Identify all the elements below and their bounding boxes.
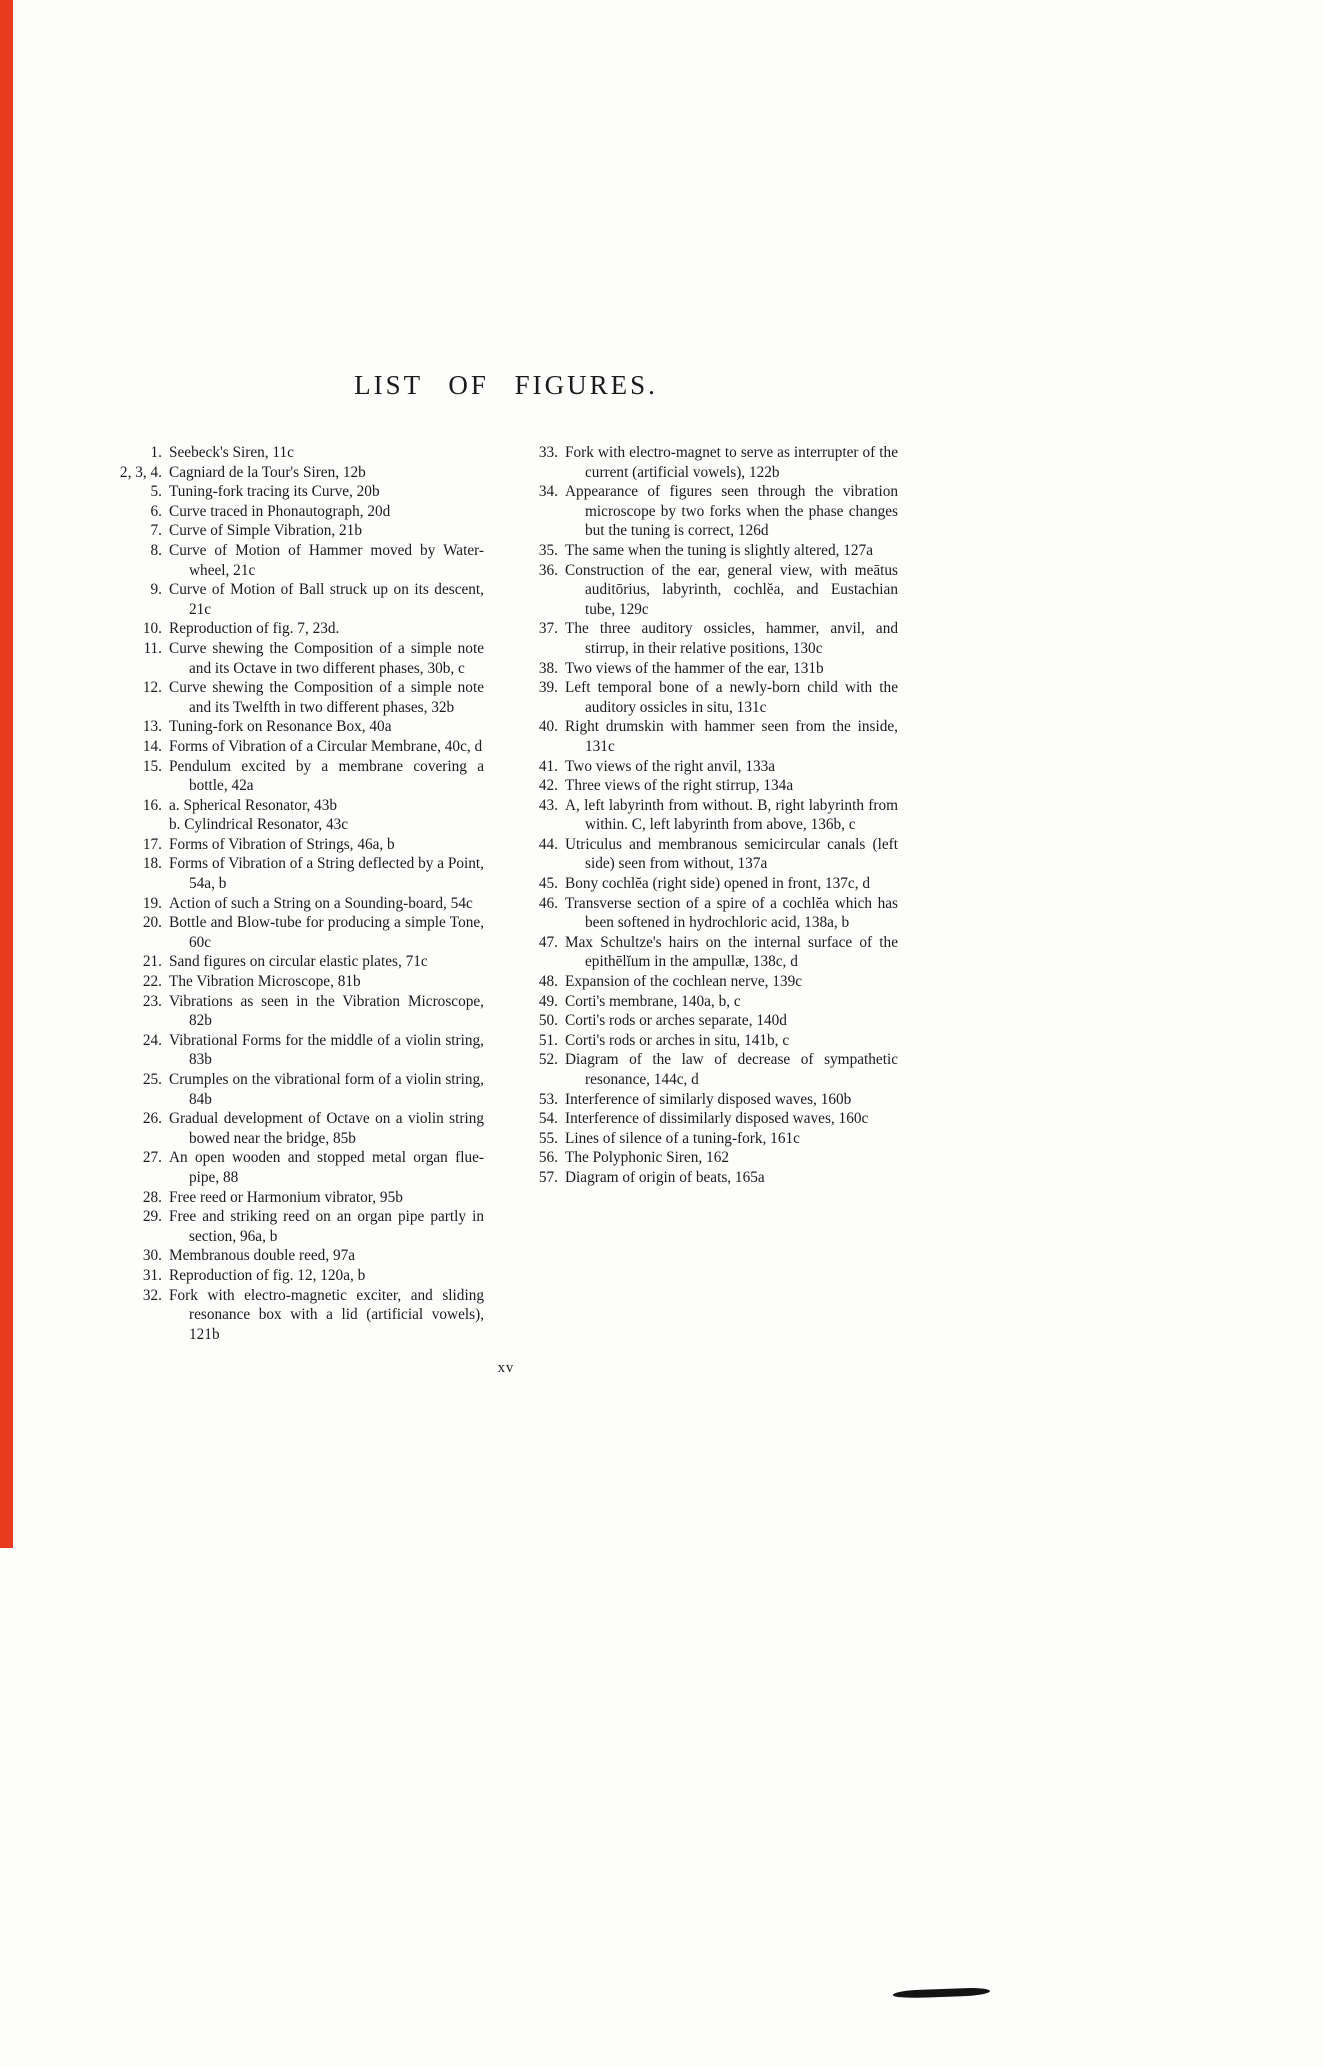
figure-number: 55. bbox=[538, 1129, 558, 1147]
figure-number: 54. bbox=[538, 1110, 558, 1128]
figure-entry bbox=[112, 854, 484, 893]
figure-number: 37. bbox=[538, 620, 558, 638]
figure-entry bbox=[112, 1188, 484, 1208]
figure-text: Fork with electro-magnetic exciter, and sliding resonance box with a lid (artificial vowels), 121b bbox=[169, 1286, 484, 1343]
figure-text: The Polyphonic Siren, 162 bbox=[565, 1149, 730, 1167]
figure-text: Two views of the right anvil, 133a bbox=[565, 757, 776, 775]
figure-text: Gradual development of Octave on a violin string bowed near the bridge, 85b bbox=[169, 1110, 484, 1147]
figure-entry bbox=[112, 757, 484, 796]
figure-text: Two views of the hammer of the ear, 131b bbox=[565, 659, 824, 677]
figure-number: 18. bbox=[142, 855, 162, 873]
figure-text: The three auditory ossicles, hammer, anvil, and stirrup, in their relative positions, 130c bbox=[565, 620, 898, 657]
figure-text: Right drumskin with hammer seen from the inside, 131c bbox=[565, 718, 898, 755]
figure-text: Cagniard de la Tour's Siren, 12b bbox=[169, 463, 366, 481]
figure-number: 5. bbox=[150, 483, 162, 501]
figure-text: Three views of the right stirrup, 134a bbox=[565, 777, 794, 795]
figure-entry bbox=[112, 1207, 484, 1246]
figure-number: 16. bbox=[142, 796, 162, 814]
figure-entry bbox=[508, 796, 898, 835]
figure-text: Vibrations as seen in the Vibration Microscope, 82b bbox=[169, 992, 484, 1030]
figure-entry bbox=[508, 1148, 898, 1168]
figure-entry bbox=[508, 541, 898, 561]
figure-number: 43. bbox=[538, 796, 558, 814]
figure-entry bbox=[508, 1168, 898, 1188]
figure-entry bbox=[112, 639, 484, 678]
figure-number: 32. bbox=[142, 1286, 162, 1304]
figure-text: Fork with electro-magnet to serve as interrupter of the current (artificial vowels), 122b bbox=[565, 444, 898, 481]
figure-number: 33. bbox=[538, 444, 558, 461]
figure-number: 14. bbox=[142, 737, 162, 755]
figure-number: 44. bbox=[538, 835, 558, 853]
figure-entry bbox=[508, 443, 898, 482]
page-content bbox=[112, 370, 900, 1377]
figure-number: 13. bbox=[142, 718, 162, 736]
figure-text: The same when the tuning is slightly altered, 127a bbox=[565, 541, 873, 559]
figure-number: 27. bbox=[142, 1149, 162, 1167]
figure-text: Max Schultze's hairs on the internal surface of the epithēlĭum in the ampullæ, 138c, d bbox=[565, 933, 898, 971]
figure-number: 49. bbox=[538, 992, 558, 1010]
figure-text: Forms of Vibration of a String deflected by a Point, 54a, b bbox=[169, 855, 484, 893]
figure-text: Free reed or Harmonium vibrator, 95b bbox=[169, 1188, 403, 1206]
figure-text: Curve of Motion of Ball struck up on its descent, 21c bbox=[169, 581, 484, 618]
figure-entry bbox=[508, 1090, 898, 1110]
figure-entry bbox=[508, 1050, 898, 1089]
figure-number: 28. bbox=[142, 1188, 162, 1206]
figure-columns bbox=[112, 443, 900, 1344]
figure-number: 31. bbox=[142, 1266, 162, 1284]
figure-number: 35. bbox=[538, 541, 558, 559]
figure-entry bbox=[112, 894, 484, 914]
figure-entry bbox=[112, 1246, 484, 1266]
figure-number: 52. bbox=[538, 1051, 558, 1069]
figure-text: An open wooden and stopped metal organ flue-pipe, 88 bbox=[169, 1149, 484, 1186]
figure-entry bbox=[508, 659, 898, 679]
figure-entry bbox=[508, 757, 898, 777]
figure-entry bbox=[508, 561, 898, 620]
figure-number: 2, 3, 4. bbox=[119, 463, 162, 481]
figure-text: Corti's membrane, 140a, b, c bbox=[565, 992, 741, 1010]
figure-entry bbox=[112, 737, 484, 757]
figure-text: Tuning-fork tracing its Curve, 20b bbox=[169, 483, 380, 501]
figure-text: Sand figures on circular elastic plates, 71c bbox=[169, 953, 428, 971]
figure-text: Diagram of the law of decrease of sympathetic resonance, 144c, d bbox=[565, 1051, 898, 1088]
figure-number: 29. bbox=[142, 1208, 162, 1226]
figure-number: 56. bbox=[538, 1149, 558, 1167]
figure-entry bbox=[508, 1109, 898, 1129]
figure-text: Crumples on the vibrational form of a violin string, 84b bbox=[169, 1071, 484, 1108]
figure-text: Vibrational Forms for the middle of a violin string, 83b bbox=[169, 1031, 484, 1069]
figure-text: Bottle and Blow-tube for producing a simple Tone, 60c bbox=[169, 914, 484, 951]
figure-number: 1. bbox=[150, 444, 162, 461]
figure-entry bbox=[112, 952, 484, 972]
figure-entry bbox=[112, 972, 484, 992]
figure-entry bbox=[508, 972, 898, 992]
figure-number: 11. bbox=[143, 639, 162, 657]
figure-number: 7. bbox=[150, 522, 162, 540]
figure-text: Forms of Vibration of Strings, 46a, b bbox=[169, 835, 395, 853]
figure-entry bbox=[508, 678, 898, 717]
figure-text: Construction of the ear, general view, with meātus auditōrius, labyrinth, cochlĕa, and Eustachian tube, 129c bbox=[565, 561, 898, 618]
figure-number: 19. bbox=[142, 894, 162, 912]
figure-number: 53. bbox=[538, 1090, 558, 1108]
figure-number: 24. bbox=[142, 1031, 162, 1049]
figure-number: 21. bbox=[142, 953, 162, 971]
figure-text: Lines of silence of a tuning-fork, 161c bbox=[565, 1129, 800, 1147]
figure-number: 38. bbox=[538, 659, 558, 677]
figure-number bbox=[112, 815, 162, 835]
figure-text: Appearance of figures seen through the vibration microscope by two forks when the phase changes but the tuning is correct, 126d bbox=[565, 483, 898, 540]
figure-entry bbox=[508, 992, 898, 1012]
figure-number: 15. bbox=[142, 757, 162, 775]
figure-entry bbox=[112, 502, 484, 522]
figure-text: Tuning-fork on Resonance Box, 40a bbox=[169, 718, 392, 736]
figure-text: Action of such a String on a Sounding-board, 54c bbox=[169, 894, 473, 912]
figure-text: Interference of dissimilarly disposed waves, 160c bbox=[565, 1110, 869, 1128]
figure-text: b. Cylindrical Resonator, 43c bbox=[169, 816, 349, 834]
figure-entry bbox=[112, 678, 484, 717]
figure-text: Diagram of origin of beats, 165a bbox=[565, 1168, 765, 1186]
figure-number: 51. bbox=[538, 1031, 558, 1049]
figure-entry bbox=[112, 1266, 484, 1286]
figure-text: a. Spherical Resonator, 43b bbox=[169, 796, 338, 814]
figure-number: 6. bbox=[150, 502, 162, 520]
figure-text: Transverse section of a spire of a cochlĕa which has been softened in hydrochloric acid, 138a, b bbox=[565, 894, 898, 932]
figure-number: 23. bbox=[142, 992, 162, 1010]
figure-text: Free and striking reed on an organ pipe partly in section, 96a, b bbox=[169, 1208, 484, 1245]
figure-number: 8. bbox=[150, 541, 162, 559]
page-number: xv bbox=[497, 1360, 515, 1377]
figure-text: Reproduction of fig. 7, 23d. bbox=[169, 620, 340, 638]
figure-number: 47. bbox=[538, 933, 558, 951]
figure-entry bbox=[112, 835, 484, 855]
figure-entry bbox=[112, 619, 484, 639]
figure-text: Utriculus and membranous semicircular canals (left side) seen from without, 137a bbox=[565, 835, 898, 873]
figure-text: Curve of Simple Vibration, 21b bbox=[169, 522, 362, 540]
figure-entry bbox=[112, 796, 484, 816]
figure-entry bbox=[508, 619, 898, 658]
page-title: LIST OF FIGURES. bbox=[354, 370, 658, 400]
figure-text: Curve shewing the Composition of a simple note and its Octave in two different phases, 30b, c bbox=[169, 639, 484, 677]
figure-number: 45. bbox=[538, 875, 558, 893]
figure-text: Pendulum excited by a membrane covering a bottle, 42a bbox=[169, 757, 484, 795]
figure-entry bbox=[112, 1109, 484, 1148]
figure-number: 12. bbox=[142, 679, 162, 697]
figure-number: 48. bbox=[538, 973, 558, 991]
figure-text: The Vibration Microscope, 81b bbox=[169, 973, 361, 991]
figure-number: 22. bbox=[142, 973, 162, 991]
figure-text: Forms of Vibration of a Circular Membrane, 40c, d bbox=[169, 737, 483, 755]
figure-number: 26. bbox=[142, 1110, 162, 1128]
figure-number: 17. bbox=[142, 835, 162, 853]
figure-number: 36. bbox=[538, 561, 558, 579]
figure-text: Curve traced in Phonautograph, 20d bbox=[169, 502, 391, 520]
figure-entry bbox=[112, 717, 484, 737]
figure-number: 57. bbox=[538, 1168, 558, 1186]
figure-number: 42. bbox=[538, 777, 558, 795]
figure-entry bbox=[112, 1070, 484, 1109]
figure-number: 20. bbox=[142, 914, 162, 932]
figure-entry bbox=[508, 835, 898, 874]
figure-entry bbox=[508, 894, 898, 933]
figure-number: 10. bbox=[142, 620, 162, 638]
figure-entry bbox=[508, 776, 898, 796]
figure-entry bbox=[112, 521, 484, 541]
figure-entry bbox=[112, 1286, 484, 1345]
figure-number: 41. bbox=[538, 757, 558, 775]
figure-number: 40. bbox=[538, 718, 558, 736]
figure-number: 39. bbox=[538, 679, 558, 697]
figure-entry bbox=[508, 717, 898, 756]
figure-text: A, left labyrinth from without. B, right labyrinth from within. C, left labyrinth from above, 136b, c bbox=[565, 796, 898, 834]
figure-text: Left temporal bone of a newly-born child with the auditory ossicles in situ, 131c bbox=[565, 679, 898, 716]
figure-entry bbox=[112, 992, 484, 1031]
figure-entry bbox=[508, 482, 898, 541]
figure-entry bbox=[112, 463, 484, 483]
figure-text: Curve shewing the Composition of a simple note and its Twelfth in two different phases, 32b bbox=[169, 679, 484, 716]
figure-number: 9. bbox=[150, 581, 162, 599]
figure-number: 50. bbox=[538, 1012, 558, 1030]
figures-list-right bbox=[508, 443, 898, 1344]
figure-text: Seebeck's Siren, 11c bbox=[169, 444, 294, 461]
book-edge-strip bbox=[0, 0, 13, 1548]
figure-text: Bony cochlĕa (right side) opened in front, 137c, d bbox=[565, 875, 871, 893]
figure-entry bbox=[112, 580, 484, 619]
figure-entry bbox=[508, 874, 898, 894]
figures-list-left bbox=[112, 443, 484, 1344]
figure-number: 25. bbox=[142, 1071, 162, 1088]
figure-entry bbox=[112, 482, 484, 502]
figure-entry bbox=[112, 1148, 484, 1187]
figure-text: Expansion of the cochlean nerve, 139c bbox=[565, 973, 803, 991]
figure-text: Reproduction of fig. 12, 120a, b bbox=[169, 1266, 366, 1284]
figure-text: Interference of similarly disposed waves, 160b bbox=[565, 1090, 852, 1108]
figure-text: Corti's rods or arches in situ, 141b, c bbox=[565, 1031, 790, 1049]
figure-number: 34. bbox=[538, 483, 558, 501]
figure-number: 30. bbox=[142, 1247, 162, 1265]
figure-number: 46. bbox=[538, 894, 558, 912]
figure-text: Corti's rods or arches separate, 140d bbox=[565, 1012, 787, 1030]
figure-entry bbox=[508, 1031, 898, 1051]
figure-entry bbox=[112, 913, 484, 952]
figure-entry bbox=[508, 1129, 898, 1149]
figure-entry bbox=[112, 541, 484, 580]
figure-entry bbox=[508, 1011, 898, 1031]
figure-entry bbox=[112, 1031, 484, 1070]
figure-text: Membranous double reed, 97a bbox=[169, 1247, 356, 1265]
figure-entry bbox=[508, 933, 898, 972]
figure-entry bbox=[112, 815, 484, 835]
scan-smudge-mark bbox=[893, 1987, 990, 1998]
figure-text: Curve of Motion of Hammer moved by Water-wheel, 21c bbox=[169, 541, 484, 579]
figure-entry bbox=[112, 443, 484, 463]
